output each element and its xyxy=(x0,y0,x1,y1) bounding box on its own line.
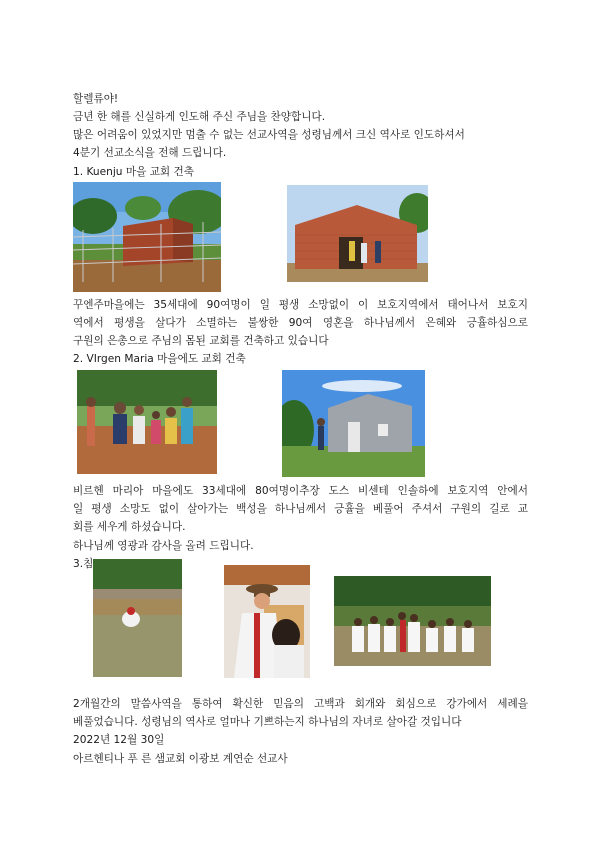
section2-body-3: 회를 세우게 하셨습니다. xyxy=(73,521,186,533)
letter-date: 2022년 12월 30일 xyxy=(73,734,165,746)
photo-river-group-white-robes xyxy=(334,576,491,666)
section1-body-1: 꾸엔주마을에는 35세대에 90여명이 일 평생 소망없이 이 보호지역에서 태어나서 보호지 xyxy=(73,299,528,311)
intro-line-3: 4분기 선교소식을 전해 드립니다. xyxy=(73,147,227,159)
section2-title: 2. VIrgen Maria 마을에도 교회 건축 xyxy=(73,353,246,365)
letter-signature: 아르헨티나 푸 른 샘교회 이광보 계연순 선교사 xyxy=(73,753,288,765)
photo-gray-church-building xyxy=(282,370,425,477)
intro-line-2: 많은 어려움이 있었지만 멈출 수 없는 선교사역을 성령님께서 크신 역사로 인도하셔서 xyxy=(73,129,465,141)
greeting: 할렐류야! xyxy=(73,93,119,105)
section3-body-1: 2개월간의 말씀사역을 통하여 확신한 믿음의 고백과 회개와 회심으로 강가에서 세례을 xyxy=(73,698,528,710)
section1-body-3: 구원의 은총으로 주님의 몸된 교회를 건축하고 있습니다 xyxy=(73,335,329,347)
section3-title: 3.침 xyxy=(73,558,94,570)
photo-pastor-baptizing xyxy=(224,565,310,678)
section1-body-2: 역에서 평생을 살다가 소멸하는 불쌍한 90여 영혼을 하나님께서 은혜와 긍휼하심으로 xyxy=(73,317,528,329)
photo-river-baptism-small xyxy=(93,559,182,677)
intro-line-1: 금년 한 해를 신실하게 인도해 주신 주님을 찬양합니다. xyxy=(73,111,326,123)
section1-title: 1. Kuenju 마을 교회 건축 xyxy=(73,166,195,178)
photo-group-seated-outdoors xyxy=(77,370,217,474)
section2-body-2: 일 평생 소망도 없이 살아가는 백성을 하나님께서 긍휼을 베풀어 주셔서 구원의 길로 교 xyxy=(73,503,528,515)
thanks-line: 하나님께 영광과 감사을 올려 드립니다. xyxy=(73,540,254,552)
section3-body-2: 베풀었습니다. 성령님의 역사로 얼마나 기쁘하는지 하나님의 자녀로 살아갈 것입니다 xyxy=(73,716,462,728)
photo-brick-building-fence xyxy=(73,182,221,292)
photo-brick-walls-people xyxy=(287,185,428,282)
section2-body-1: 비르헨 마리아 마을에도 33세대에 80여명이추장 도스 비센테 인솔하에 보호지역 안에서 xyxy=(73,485,528,497)
